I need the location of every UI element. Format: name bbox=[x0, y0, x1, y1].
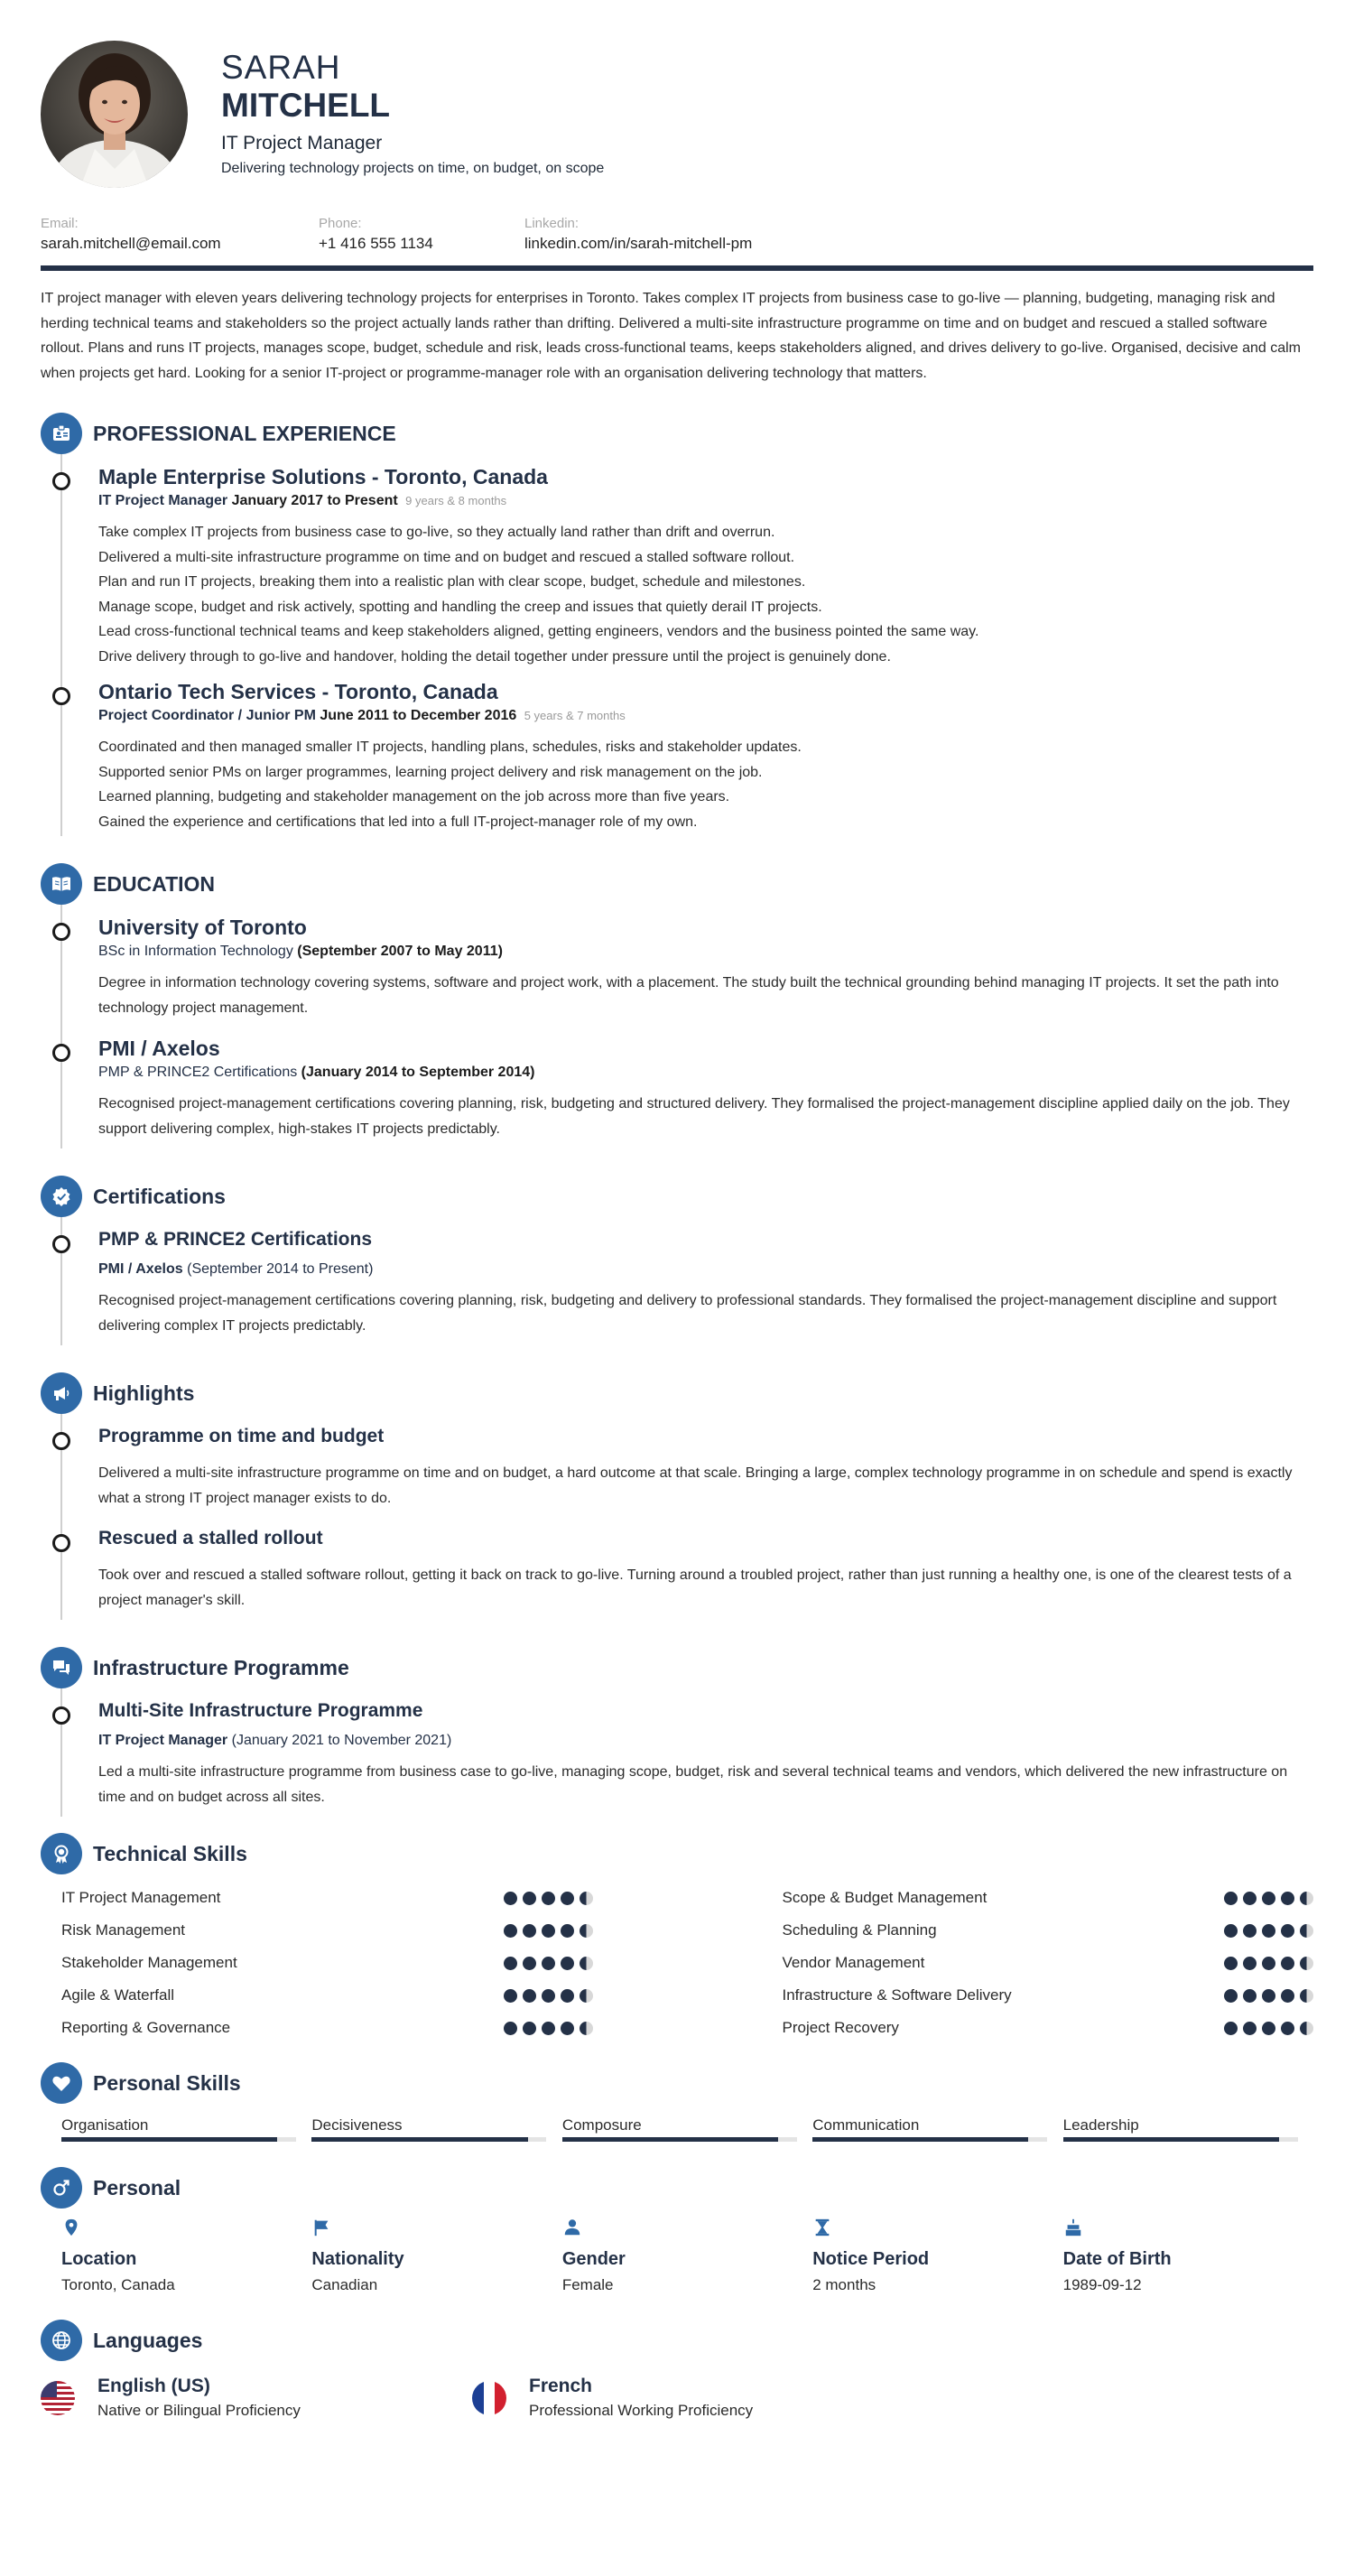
rating-dot bbox=[523, 1924, 536, 1938]
rating-dot bbox=[1262, 1924, 1275, 1938]
rating-dot bbox=[542, 1989, 555, 2003]
personal-skill bbox=[1063, 2116, 1313, 2142]
job-duration: 9 years & 8 months bbox=[405, 494, 507, 507]
section-header bbox=[41, 1647, 1313, 1688]
skills-column-right bbox=[783, 1882, 1314, 2044]
project-role: IT Project Manager bbox=[98, 1733, 228, 1748]
skill-rating bbox=[1219, 1989, 1313, 2003]
job-role: Project Coordinator / Junior PM bbox=[98, 708, 316, 723]
rating-dot bbox=[523, 1989, 536, 2003]
tagline: Delivering technology projects on time, on budget, on scope bbox=[221, 161, 605, 176]
personal-label: Nationality bbox=[311, 2249, 404, 2269]
education-institution: University of Toronto bbox=[98, 916, 307, 939]
phone-contact bbox=[319, 216, 524, 253]
skill-name: IT Project Management bbox=[61, 1889, 221, 1906]
rating-dot bbox=[1300, 1924, 1313, 1938]
project-name: Multi-Site Infrastructure Programme bbox=[98, 1700, 423, 1721]
location-pin-icon bbox=[61, 2218, 81, 2237]
job-bullets bbox=[98, 520, 1313, 669]
section-title: Languages bbox=[93, 2328, 203, 2352]
skill-row bbox=[61, 1979, 593, 2012]
rating-dot bbox=[1262, 1957, 1275, 1970]
skill-rating bbox=[1219, 1924, 1313, 1938]
personal-item bbox=[311, 2218, 561, 2294]
rating-dot bbox=[1224, 2022, 1238, 2035]
phone-value[interactable]: +1 416 555 1134 bbox=[319, 235, 433, 252]
job-duration: 5 years & 7 months bbox=[524, 709, 626, 722]
resume-header bbox=[41, 41, 1313, 188]
highlights-timeline bbox=[60, 1414, 1313, 1620]
linkedin-value[interactable]: linkedin.com/in/sarah-mitchell-pm bbox=[524, 235, 753, 252]
id-badge-icon bbox=[41, 413, 82, 454]
job-dates: January 2017 to Present bbox=[231, 493, 398, 508]
verified-badge-icon bbox=[41, 1176, 82, 1217]
hourglass-icon bbox=[812, 2218, 832, 2237]
certification-dates: (September 2014 to Present) bbox=[187, 1261, 374, 1277]
experience-timeline bbox=[60, 454, 1313, 836]
section-header bbox=[41, 413, 1313, 454]
skill-name: Scope & Budget Management bbox=[782, 1889, 988, 1906]
rating-dot bbox=[504, 1924, 517, 1938]
personal-skill-fill bbox=[812, 2137, 1028, 2142]
skill-rating bbox=[1219, 1957, 1313, 1970]
rating-dot bbox=[542, 1892, 555, 1905]
rating-dot bbox=[580, 2022, 593, 2035]
certification-entry bbox=[98, 1217, 1313, 1344]
personal-value: Toronto, Canada bbox=[61, 2276, 175, 2293]
skill-row bbox=[61, 1914, 593, 1947]
timeline-dot bbox=[52, 472, 70, 490]
rating-dot bbox=[580, 1989, 593, 2003]
timeline-dot bbox=[52, 1706, 70, 1725]
phone-label: Phone: bbox=[319, 216, 362, 231]
personal-skill-label: Composure bbox=[561, 2116, 642, 2134]
certification-issuer: PMI / Axelos bbox=[98, 1261, 183, 1277]
job-entry bbox=[98, 669, 1313, 834]
rating-dot bbox=[1243, 2022, 1257, 2035]
first-name: SARAH bbox=[221, 49, 341, 86]
rating-dot bbox=[1262, 1892, 1275, 1905]
rating-dot bbox=[1224, 1892, 1238, 1905]
personal-skill-bar bbox=[61, 2137, 296, 2142]
rating-dot bbox=[542, 1957, 555, 1970]
highlight-entry bbox=[98, 1516, 1313, 1618]
personal-skill-bar bbox=[812, 2137, 1047, 2142]
job-employer: Maple Enterprise Solutions - Toronto, Canada bbox=[98, 465, 548, 488]
personal-skills-section bbox=[41, 2062, 1313, 2142]
education-institution: PMI / Axelos bbox=[98, 1037, 220, 1060]
personal-item bbox=[61, 2218, 311, 2294]
section-title: EDUCATION bbox=[93, 871, 216, 896]
job-role-line bbox=[98, 493, 1313, 509]
personal-label: Gender bbox=[561, 2249, 626, 2269]
rating-dot bbox=[504, 2022, 517, 2035]
personal-skill bbox=[61, 2116, 311, 2142]
highlight-title: Programme on time and budget bbox=[98, 1426, 385, 1446]
rating-dot bbox=[580, 1924, 593, 1938]
personal-section bbox=[41, 2167, 1313, 2294]
section-title: Highlights bbox=[93, 1381, 195, 1405]
personal-skill-label: Organisation bbox=[61, 2116, 149, 2134]
job-bullet: Coordinated and then managed smaller IT projects, handling plans, schedules, risks and stakeholder updates. bbox=[98, 739, 802, 755]
rating-dot bbox=[1281, 1924, 1294, 1938]
job-bullets bbox=[98, 735, 1313, 834]
timeline-dot bbox=[52, 1534, 70, 1552]
linkedin-label: Linkedin: bbox=[524, 216, 580, 231]
chat-bubbles-icon bbox=[41, 1647, 82, 1688]
job-bullet: Lead cross-functional technical teams and keep stakeholders aligned, getting engineers, vendors and the business pointed the same way. bbox=[98, 624, 979, 639]
section-title: PROFESSIONAL EXPERIENCE bbox=[93, 421, 396, 445]
rating-dot bbox=[561, 1924, 574, 1938]
personal-skill bbox=[812, 2116, 1062, 2142]
language-text bbox=[97, 2376, 301, 2420]
education-entry bbox=[98, 905, 1313, 1026]
rating-dot bbox=[1224, 1989, 1238, 2003]
skill-rating bbox=[1219, 1892, 1313, 1905]
open-book-icon bbox=[41, 863, 82, 905]
section-header bbox=[41, 863, 1313, 905]
technical-skills-grid bbox=[61, 1882, 1313, 2044]
job-title: IT Project Manager bbox=[221, 133, 383, 153]
header-text bbox=[221, 41, 604, 177]
personal-skill bbox=[562, 2116, 812, 2142]
job-bullet: Supported senior PMs on larger programmes, learning project delivery and risk management on the job. bbox=[98, 764, 763, 780]
skill-name: Vendor Management bbox=[782, 1954, 925, 1971]
rating-dot bbox=[542, 1924, 555, 1938]
rating-dot bbox=[561, 1892, 574, 1905]
personal-skill-bar bbox=[1063, 2137, 1298, 2142]
skill-row bbox=[783, 1947, 1314, 1979]
timeline-dot bbox=[52, 1432, 70, 1450]
personal-skill-fill bbox=[311, 2137, 527, 2142]
personal-skill-fill bbox=[61, 2137, 277, 2142]
personal-label: Notice Period bbox=[812, 2249, 930, 2269]
language-name: French bbox=[529, 2376, 593, 2396]
section-header bbox=[41, 1372, 1313, 1414]
rating-dot bbox=[504, 1957, 517, 1970]
skill-rating bbox=[498, 1989, 593, 2003]
language-name: English (US) bbox=[97, 2376, 210, 2396]
job-bullet: Take complex IT projects from business case to go-live, so they actually land rather than drift and overrun. bbox=[98, 525, 775, 540]
rating-dot bbox=[1243, 1924, 1257, 1938]
infrastructure-timeline bbox=[60, 1688, 1313, 1817]
education-section bbox=[41, 863, 1313, 1149]
skill-name: Risk Management bbox=[61, 1921, 186, 1939]
personal-skill-fill bbox=[1063, 2137, 1279, 2142]
profile-photo bbox=[41, 41, 188, 188]
rating-dot bbox=[580, 1957, 593, 1970]
rating-dot bbox=[1281, 1957, 1294, 1970]
rating-dot bbox=[561, 1957, 574, 1970]
job-entry bbox=[98, 454, 1313, 669]
section-header bbox=[41, 1833, 1313, 1874]
timeline-dot bbox=[52, 687, 70, 705]
section-title: Personal Skills bbox=[93, 2070, 241, 2095]
personal-item bbox=[562, 2218, 812, 2294]
section-title: Certifications bbox=[93, 1184, 226, 1208]
languages-section bbox=[41, 2320, 1313, 2420]
project-role-line bbox=[98, 1733, 1313, 1749]
education-dates: (September 2007 to May 2011) bbox=[297, 944, 503, 959]
heart-icon bbox=[41, 2062, 82, 2104]
section-title: Technical Skills bbox=[93, 1841, 247, 1865]
highlight-description: Took over and rescued a stalled software rollout, getting it back on track to go-live. Turning around a troubled project, rather than just running a healthy one, is one of the clearest tests of a project manager's skill. bbox=[98, 1567, 1292, 1608]
male-symbol-icon bbox=[41, 2167, 82, 2209]
highlight-title: Rescued a stalled rollout bbox=[98, 1528, 323, 1548]
skill-row bbox=[783, 1979, 1314, 2012]
skill-row bbox=[783, 2012, 1314, 2044]
rating-dot bbox=[1224, 1957, 1238, 1970]
skill-rating bbox=[498, 2022, 593, 2035]
languages-list bbox=[41, 2376, 1313, 2420]
education-timeline bbox=[60, 905, 1313, 1149]
timeline-dot bbox=[52, 1235, 70, 1253]
rating-dot bbox=[580, 1892, 593, 1905]
certifications-timeline bbox=[60, 1217, 1313, 1345]
rating-dot bbox=[1300, 1957, 1313, 1970]
technical-skills-section bbox=[41, 1833, 1313, 2044]
personal-skill bbox=[311, 2116, 561, 2142]
personal-skill-label: Decisiveness bbox=[311, 2116, 403, 2134]
language-item bbox=[472, 2376, 904, 2420]
rating-dot bbox=[1300, 1892, 1313, 1905]
rating-dot bbox=[1281, 1989, 1294, 2003]
skill-name: Reporting & Governance bbox=[61, 2019, 231, 2036]
rating-dot bbox=[561, 2022, 574, 2035]
personal-value: Canadian bbox=[311, 2276, 378, 2293]
rating-dot bbox=[1300, 1989, 1313, 2003]
rating-dot bbox=[523, 1892, 536, 1905]
header-divider bbox=[41, 265, 1313, 271]
job-bullet: Learned planning, budgeting and stakeholder management on the job across more than five years. bbox=[98, 789, 730, 804]
rating-dot bbox=[542, 2022, 555, 2035]
section-header bbox=[41, 2062, 1313, 2104]
job-bullet: Manage scope, budget and risk actively, spotting and handling the creep and issues that quietly derail IT projects. bbox=[98, 599, 822, 615]
rating-dot bbox=[1281, 2022, 1294, 2035]
personal-item bbox=[1063, 2218, 1313, 2294]
highlights-section bbox=[41, 1372, 1313, 1620]
rating-dot bbox=[1243, 1989, 1257, 2003]
skill-name: Scheduling & Planning bbox=[782, 1921, 937, 1939]
rating-dot bbox=[1243, 1892, 1257, 1905]
language-text bbox=[529, 2376, 753, 2420]
skill-rating bbox=[1219, 2022, 1313, 2035]
personal-skill-bar bbox=[562, 2137, 797, 2142]
rating-dot bbox=[1281, 1892, 1294, 1905]
job-employer: Ontario Tech Services - Toronto, Canada bbox=[98, 680, 498, 703]
certification-description: Recognised project-management certifications covering planning, risk, budgeting and delivery to professional standards. They formalised the project-management discipline and support delivering complex IT projects predictably. bbox=[98, 1293, 1277, 1334]
personal-value: 1989-09-12 bbox=[1062, 2276, 1142, 2293]
timeline-dot bbox=[52, 1044, 70, 1062]
person-icon bbox=[562, 2218, 582, 2237]
education-entry bbox=[98, 1026, 1313, 1147]
email-value[interactable]: sarah.mitchell@email.com bbox=[41, 235, 221, 252]
rating-dot bbox=[504, 1989, 517, 2003]
education-degree-line bbox=[98, 1065, 1313, 1081]
education-description: Degree in information technology covering systems, software and project work, with a placement. The study built the technical grounding behind managing IT projects. It set the path into technology project management. bbox=[98, 975, 1279, 1016]
rating-dot bbox=[1262, 2022, 1275, 2035]
section-title: Infrastructure Programme bbox=[93, 1655, 349, 1679]
rating-dot bbox=[1243, 1957, 1257, 1970]
section-header bbox=[41, 1176, 1313, 1217]
timeline-dot bbox=[52, 923, 70, 941]
experience-section bbox=[41, 413, 1313, 836]
job-bullet: Plan and run IT projects, breaking them into a realistic plan with clear scope, budget, schedule and milestones. bbox=[98, 574, 806, 590]
skill-name: Project Recovery bbox=[782, 2019, 899, 2036]
infrastructure-section bbox=[41, 1647, 1313, 1817]
personal-skill-bar bbox=[311, 2137, 546, 2142]
certification-issuer-line bbox=[98, 1261, 1313, 1278]
certification-name: PMP & PRINCE2 Certifications bbox=[98, 1229, 373, 1250]
megaphone-icon bbox=[41, 1372, 82, 1414]
skills-column-left bbox=[61, 1882, 593, 2044]
last-name: MITCHELL bbox=[221, 87, 391, 124]
job-role-line bbox=[98, 708, 1313, 724]
personal-skill-fill bbox=[562, 2137, 778, 2142]
linkedin-contact bbox=[524, 216, 752, 253]
highlight-description: Delivered a multi-site infrastructure programme on time and on budget, a hard outcome at that scale. Bringing a large, complex technology programme in on schedule and spend is exactly what a strong IT project manager exists to do. bbox=[98, 1465, 1293, 1506]
certifications-section bbox=[41, 1176, 1313, 1345]
project-description: Led a multi-site infrastructure programme from business case to go-live, managing scope, budget, risk and several technical teams and vendors, which delivered the new infrastructure on time and on budget across all sites. bbox=[98, 1764, 1288, 1805]
flag-icon bbox=[311, 2218, 331, 2237]
section-header bbox=[41, 2320, 1313, 2361]
email-label: Email: bbox=[41, 216, 79, 231]
education-dates: (January 2014 to September 2014) bbox=[301, 1065, 535, 1080]
personal-skill-label: Communication bbox=[812, 2116, 920, 2134]
job-bullet: Gained the experience and certifications that led into a full IT-project-manager role of my own. bbox=[98, 814, 698, 830]
highlight-entry bbox=[98, 1414, 1313, 1516]
job-bullet: Delivered a multi-site infrastructure programme on time and on budget and rescued a stalled software rollout. bbox=[98, 549, 795, 565]
rating-dot bbox=[561, 1989, 574, 2003]
skill-name: Stakeholder Management bbox=[61, 1954, 237, 1971]
education-description: Recognised project-management certifications covering planning, risk, budgeting and structured delivery. They formalised the project-management discipline applied daily on the job. They support delivering complex, high-stakes IT projects predictably. bbox=[98, 1096, 1290, 1137]
award-ribbon-icon bbox=[41, 1833, 82, 1874]
globe-icon bbox=[41, 2320, 82, 2361]
education-degree-line bbox=[98, 944, 1313, 960]
language-level: Professional Working Proficiency bbox=[529, 2402, 754, 2419]
us-flag-icon bbox=[41, 2381, 75, 2415]
rating-dot bbox=[1262, 1989, 1275, 2003]
personal-value: 2 months bbox=[812, 2276, 876, 2293]
contact-info bbox=[41, 216, 1313, 253]
birthday-cake-icon bbox=[1063, 2218, 1083, 2237]
rating-dot bbox=[1300, 2022, 1313, 2035]
skill-name: Infrastructure & Software Delivery bbox=[782, 1986, 1012, 2004]
section-title: Personal bbox=[93, 2175, 181, 2199]
personal-label: Location bbox=[61, 2249, 137, 2269]
personal-value: Female bbox=[561, 2276, 614, 2293]
project-dates: (January 2021 to November 2021) bbox=[231, 1733, 452, 1748]
job-role: IT Project Manager bbox=[98, 493, 228, 508]
skill-row bbox=[783, 1914, 1314, 1947]
rating-dot bbox=[523, 2022, 536, 2035]
skill-row bbox=[783, 1882, 1314, 1914]
profile-summary: IT project manager with eleven years delivering technology projects for enterprises in Toronto. Takes complex IT projects from business case to go-live — planning, budgeting, managing risk and herding technical teams and stakeholders so the project actually lands rather than drifting. Delivered a multi-site infrastructure programme on time and on budget and rescued a stalled software rollout. Plans and runs IT projects, manages scope, budget, schedule and risk, leads cross-functional teams, keeps stakeholders aligned, and drives delivery to go-live. Organised, decisive and calm when projects get hard. Looking for a senior IT-project or programme-manager role with an organisation delivering technology that matters. bbox=[41, 291, 1302, 381]
job-bullet: Drive delivery through to go-live and handover, holding the detail together under pressure until the project is genuinely done. bbox=[98, 648, 891, 665]
skill-row bbox=[61, 1947, 593, 1979]
personal-skills-list bbox=[61, 2116, 1313, 2142]
education-degree: BSc in Information Technology bbox=[98, 944, 293, 959]
rating-dot bbox=[1224, 1924, 1238, 1938]
rating-dot bbox=[523, 1957, 536, 1970]
education-degree: PMP & PRINCE2 Certifications bbox=[98, 1065, 298, 1080]
rating-dot bbox=[504, 1892, 517, 1905]
personal-details bbox=[61, 2218, 1313, 2294]
job-dates: June 2011 to December 2016 bbox=[320, 708, 517, 723]
language-item bbox=[41, 2376, 472, 2420]
personal-item bbox=[812, 2218, 1062, 2294]
language-level: Native or Bilingual Proficiency bbox=[97, 2402, 301, 2419]
personal-label: Date of Birth bbox=[1062, 2249, 1172, 2269]
skill-rating bbox=[498, 1892, 593, 1905]
personal-skill-label: Leadership bbox=[1062, 2116, 1139, 2134]
skill-rating bbox=[498, 1924, 593, 1938]
skill-row bbox=[61, 2012, 593, 2044]
section-header bbox=[41, 2167, 1313, 2209]
skill-name: Agile & Waterfall bbox=[61, 1986, 175, 2004]
france-flag-icon bbox=[472, 2381, 506, 2415]
skill-rating bbox=[498, 1957, 593, 1970]
skill-row bbox=[61, 1882, 593, 1914]
email-contact bbox=[41, 216, 319, 253]
project-entry bbox=[98, 1688, 1313, 1815]
